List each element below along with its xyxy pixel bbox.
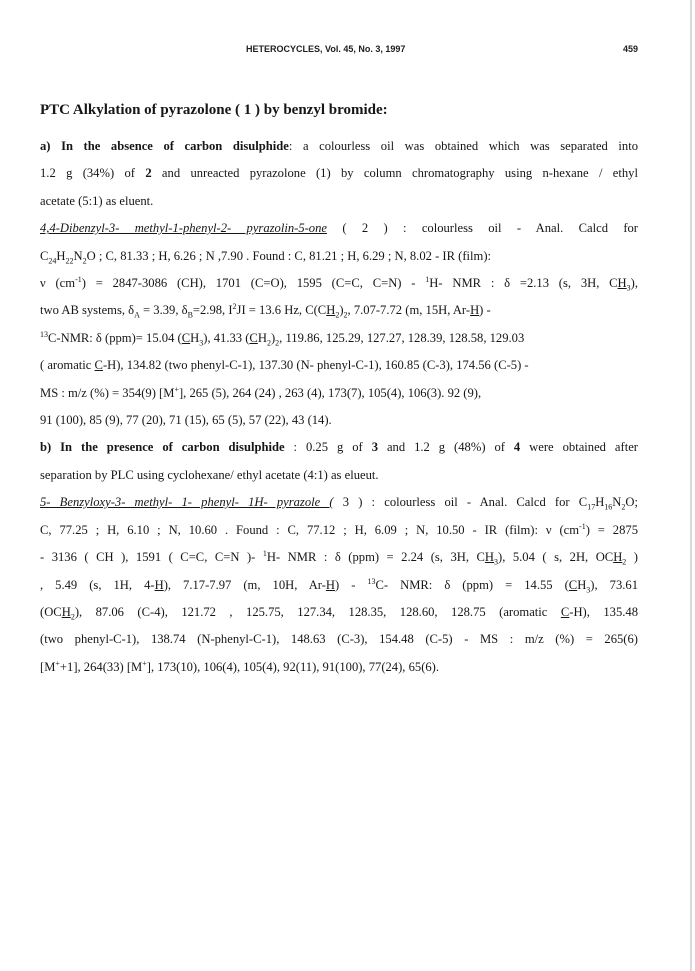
- section-b-line-1: b) In the presence of carbon disulphide : 0.25 g of 3 and 1.2 g (48%) of 4 were obtained after: [40, 440, 638, 455]
- compound-3-line-2: C, 77.25 ; H, 6.10 ; N, 10.60 . Found : C, 77.12 ; H, 6.09 ; N, 10.50 - IR (film): ν $(cm^{-1}) = 2875$: [40, 521, 638, 537]
- section-title: PTC Alkylation of pyrazolone ( 1 ) by benzyl bromide:: [40, 102, 388, 118]
- section-a-line-1: a) In the absence of carbon disulphide: a colourless oil was obtained which was separated into: [40, 139, 638, 153]
- compound-2-name: 4,4-Dibenzyl-3- methyl-1-phenyl-2- pyrazolin-5-one: [40, 221, 327, 236]
- compound-2-line-4: two AB systems, $\delta_A = 3.39$, $\delta_B=2.98$, $I^2JI = 13.6$ Hz, $C(CH_2)_2$, 7.07-7.72 (m, 15H, Ar-H) -: [40, 302, 491, 320]
- compound-3-name: 5- Benzyloxy-3- methyl- 1- phenyl- 1H- pyrazole (: [40, 495, 334, 510]
- compound-3-line-4: , 5.49 (s, 1H, 4-H), 7.17-7.97 (m, 10H, Ar-H) - $^{13}$C- NMR: δ (ppm) = 14.55 $(CH_3)$, 73.61: [40, 576, 639, 595]
- section-a-line-3: acetate (5:1) as eluent.: [40, 193, 154, 208]
- page-number: 459: [622, 44, 638, 54]
- compound-2-line-2: $C_{24}H_{22}N_2O$ ; C, 81.33 ; H, 6.26 ; N ,7.90 . Found : C, 81.21 ; H, 6.29 ; N, 8.02 - IR (film):: [40, 248, 492, 266]
- section-a-heading: a) In the absence of carbon disulphide: [40, 139, 289, 153]
- compound-3-line-7: [M++1], 264(33) [M+], 173(10), 106(4), 105(4), 92(11), 91(100), 77(24), 65(6).: [40, 658, 440, 674]
- compound-2-line-8: 91 (100), 85 (9), 77 (20), 71 (15), 65 (5), 57 (22), 43 (14).: [40, 413, 332, 428]
- compound-2-line-7: MS : m/z (%) = 354(9) [M+], 265 (5), 264 (24) , 263 (4), 173(7), 105(4), 106(3). 92 (9),: [40, 384, 482, 400]
- compound-2-line-5: $^{13}$C-NMR: δ (ppm)= 15.04 $(CH_3)$, 41.33 $(CH_2)_2$, 119.86, 125.29, 127.27, 128.39, 128.58, 129.03: [40, 329, 525, 348]
- article-body: [40, 99, 638, 681]
- section-a-line-2: 1.2 g (34%) of 2 and unreacted pyrazolone (1) by column chromatography using n-hexane / ethyl: [40, 166, 638, 181]
- compound-3-line-1: 5- Benzyloxy-3- methyl- 1- phenyl- 1H- pyrazole ( 3 ) : colourless oil - Anal. Calcd for $C_{17}H_{16}N_2O$;: [40, 495, 638, 512]
- compound-2-line-1: 4,4-Dibenzyl-3- methyl-1-phenyl-2- pyrazolin-5-one ( 2 ) : colourless oil - Anal. Calcd for: [40, 221, 638, 236]
- page-edge: [690, 0, 692, 971]
- compound-2-line-3: ν $(cm^{-1}) = 2847-3086$ (CH), 1701 (C=O), 1595 (C=C, C=N) - $^1$H- NMR : δ =2.13 (s, 3H, $CH_3$),: [40, 274, 638, 293]
- section-b-line-2: separation by PLC using cyclohexane/ ethyl acetate (4:1) as elueut.: [40, 467, 379, 482]
- section-b-heading: b) In the presence of carbon disulphide: [40, 440, 285, 455]
- compound-3-line-5: $(OCH_2)$, 87.06 (C-4), 121.72 , 125.75, 127.34, 128.35, 128.60, 128.75 (aromatic C-H), 135.48: [40, 604, 638, 622]
- journal-citation: HETEROCYCLES, Vol. 45, No. 3, 1997: [246, 44, 406, 54]
- compound-3-line-3: - 3136 ( CH ), 1591 ( C=C, C=N )- $^1$H- NMR : δ (ppm) = 2.24 (s, 3H, $CH_3$), 5.04 ( s, 2H, $OCH_2$ ): [40, 548, 638, 567]
- compound-2-line-6: ( aromatic C-H), 134.82 (two phenyl-C-1), 137.30 (N- phenyl-C-1), 160.85 (C-3), 174.56 (C-5) -: [40, 358, 529, 373]
- compound-3-line-6: (two phenyl-C-1), 138.74 (N-phenyl-C-1), 148.63 (C-3), 154.48 (C-5) - MS : m/z (%) = 265(6): [40, 632, 638, 647]
